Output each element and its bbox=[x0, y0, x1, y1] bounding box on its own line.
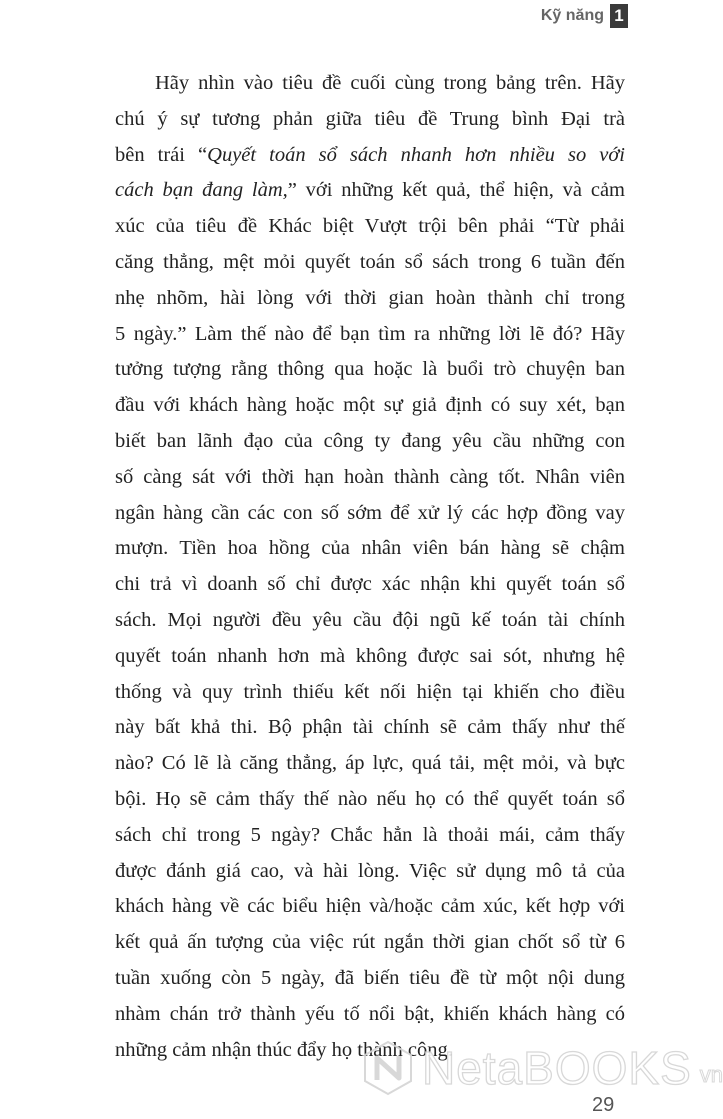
text-line bbox=[115, 567, 625, 603]
text-line bbox=[115, 997, 625, 1033]
text-segment: nào? Có lẽ là căng thẳng, áp lực, quá tải, mệt mỏi, và bực bbox=[115, 752, 625, 775]
text-line bbox=[115, 209, 625, 245]
text-segment: thống và quy trình thiếu kết nối hiện tại khiến cho điều bbox=[115, 680, 625, 703]
text-line bbox=[115, 173, 625, 209]
text-segment: Hãy nhìn vào tiêu đề cuối cùng trong bảng trên. Hãy bbox=[155, 72, 625, 94]
text-segment: xúc của tiêu đề Khác biệt Vượt trội bên phải “Từ phải bbox=[115, 215, 625, 238]
text-segment: căng thẳng, mệt mỏi quyết toán sổ sách trong 6 tuần đến bbox=[115, 250, 625, 273]
text-segment: những cảm nhận thúc đẩy họ thành công. bbox=[115, 1038, 453, 1061]
text-segment: tưởng tượng rằng thông qua hoặc là buổi trò chuyện ban bbox=[115, 358, 625, 381]
watermark-suffix: vn bbox=[699, 1062, 723, 1087]
text-segment: 5 ngày.” Làm thế nào để bạn tìm ra những lời lẽ đó? Hãy bbox=[115, 322, 625, 345]
text-segment: tuần xuống còn 5 ngày, đã biến tiêu đề từ một nội dung bbox=[115, 966, 625, 989]
text-line bbox=[115, 961, 625, 997]
text-segment: mượn. Tiền hoa hồng của nhân viên bán hàng sẽ chậm bbox=[115, 537, 625, 560]
text-segment: nhàm chán trở thành yếu tố nổi bật, khiến khách hàng có bbox=[115, 1002, 625, 1025]
text-line bbox=[115, 746, 625, 782]
text-segment: sách chỉ trong 5 ngày? Chắc hẳn là thoải mái, cảm thấy bbox=[115, 823, 625, 846]
text-segment: số càng sát với thời hạn hoàn thành càng tốt. Nhân viên bbox=[115, 465, 625, 488]
watermark bbox=[362, 1040, 723, 1096]
text-line bbox=[115, 496, 625, 532]
text-line bbox=[115, 66, 625, 102]
text-segment: biết ban lãnh đạo của công ty đang yêu cầu những con bbox=[115, 429, 625, 452]
page-number: 29 bbox=[592, 1094, 615, 1116]
text-line bbox=[115, 925, 625, 961]
text-line bbox=[115, 138, 625, 174]
text-segment: quyết toán nhanh hơn mà không được sai sót, nhưng hệ bbox=[115, 644, 625, 667]
text-line bbox=[115, 102, 625, 138]
chapter-number-badge: 1 bbox=[610, 4, 628, 28]
text-segment: sách. Mọi người đều yêu cầu đội ngũ kế toán tài chính bbox=[115, 608, 625, 631]
text-line bbox=[115, 675, 625, 711]
text-segment: bội. Họ sẽ cảm thấy thế nào nếu họ có thể quyết toán sổ bbox=[115, 787, 625, 810]
italic-quote: Quyết toán sổ sách nhanh hơn nhiều so với bbox=[207, 143, 625, 166]
text-segment: nhẹ nhõm, hài lòng với thời gian hoàn thành chỉ trong bbox=[115, 286, 625, 309]
text-line bbox=[115, 710, 625, 746]
running-header bbox=[541, 4, 628, 28]
text-segment: bên trái “ bbox=[115, 143, 208, 166]
text-line bbox=[115, 639, 625, 675]
section-label: Kỹ năng bbox=[540, 7, 604, 24]
text-segment: khách hàng về các biểu hiện và/hoặc cảm xúc, kết hợp với bbox=[115, 895, 625, 918]
text-line bbox=[115, 889, 625, 925]
text-line bbox=[115, 281, 625, 317]
text-segment: ” với những kết quả, thể hiện, và cảm bbox=[287, 179, 625, 202]
text-line bbox=[115, 854, 625, 890]
text-segment: đầu với khách hàng hoặc một sự giả định có suy xét, bạn bbox=[115, 394, 625, 417]
text-line bbox=[115, 818, 625, 854]
watermark-text: NetaBOOKS bbox=[422, 1042, 692, 1094]
text-segment: kết quả ấn tượng của việc rút ngắn thời gian chốt sổ từ 6 bbox=[115, 931, 625, 954]
text-line bbox=[115, 245, 625, 281]
text-segment: chi trả vì doanh số chỉ được xác nhận khi quyết toán sổ bbox=[115, 573, 625, 596]
italic-quote: cách bạn đang làm, bbox=[115, 179, 288, 202]
netabooks-logo-icon bbox=[362, 1040, 414, 1096]
text-segment: chú ý sự tương phản giữa tiêu đề Trung bình Đại trà bbox=[115, 107, 625, 130]
text-line bbox=[115, 531, 625, 567]
text-line bbox=[115, 424, 625, 460]
text-line bbox=[115, 352, 625, 388]
text-segment: ngân hàng cần các con số sớm để xử lý các hợp đồng vay bbox=[115, 501, 625, 524]
text-segment: được đánh giá cao, và hài lòng. Việc sử dụng mô tả của bbox=[115, 859, 625, 882]
text-line bbox=[115, 782, 625, 818]
text-line bbox=[115, 460, 625, 496]
text-line bbox=[115, 317, 625, 353]
body-paragraph bbox=[115, 66, 625, 1068]
text-segment: này bất khả thi. Bộ phận tài chính sẽ cảm thấy như thế bbox=[115, 716, 625, 739]
text-line bbox=[115, 603, 625, 639]
text-line bbox=[115, 388, 625, 424]
